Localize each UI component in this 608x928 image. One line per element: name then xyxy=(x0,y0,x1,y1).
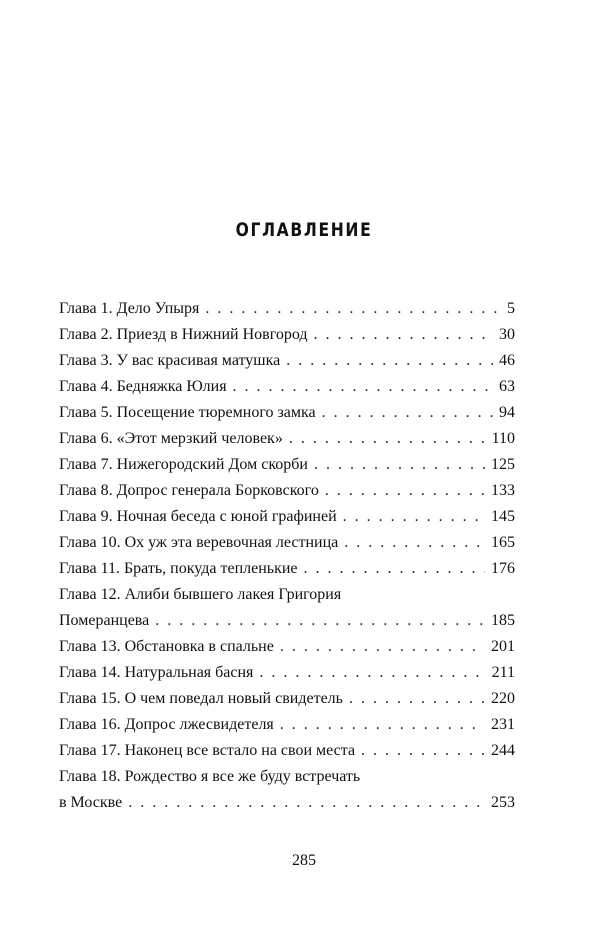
toc-entry-page: 145 xyxy=(491,508,515,525)
toc-title: ОГЛАВЛЕНИЕ xyxy=(235,219,373,241)
dot-leader xyxy=(128,790,485,816)
toc-entry xyxy=(59,608,515,634)
toc-entry xyxy=(59,374,515,400)
toc-entry-page: 185 xyxy=(491,612,515,629)
toc-entry-page: 110 xyxy=(491,430,515,447)
toc-entry-label: Глава 7. Нижегородский Дом скорби xyxy=(59,456,308,473)
dot-leader xyxy=(259,660,485,686)
toc-entry xyxy=(59,686,515,712)
toc-entry xyxy=(59,634,515,660)
toc-entry-page: 165 xyxy=(491,534,515,551)
toc-entry-label: Померанцева xyxy=(59,612,150,629)
toc-entry-label-line1: Глава 18. Рождество я все же буду встречать xyxy=(59,768,361,785)
toc-entry xyxy=(59,296,515,322)
toc-entry-page: 244 xyxy=(491,742,515,759)
dot-leader xyxy=(349,686,485,712)
toc-entry-label: Глава 16. Допрос лжесвидетеля xyxy=(59,716,274,733)
toc-entry xyxy=(59,426,515,452)
toc-entry-page: 125 xyxy=(491,456,515,473)
dot-leader xyxy=(344,530,485,556)
toc-entry xyxy=(59,348,515,374)
dot-leader xyxy=(155,608,485,634)
toc-entry-page: 63 xyxy=(499,378,515,395)
dot-leader xyxy=(361,738,485,764)
toc-entry xyxy=(59,738,515,764)
toc-entry xyxy=(59,504,515,530)
dot-leader xyxy=(314,452,485,478)
dot-leader xyxy=(314,322,493,348)
toc-entry-page: 231 xyxy=(491,716,515,733)
toc-entry-label: Глава 3. У вас красивая матушка xyxy=(59,352,281,369)
dot-leader xyxy=(304,556,485,582)
toc-entry-page: 220 xyxy=(491,690,515,707)
toc-entry-page: 201 xyxy=(491,638,515,655)
toc-entry-label: Глава 5. Посещение тюремного замка xyxy=(59,404,316,421)
dot-leader xyxy=(205,296,501,322)
dot-leader xyxy=(322,400,493,426)
toc-entry xyxy=(59,400,515,426)
dot-leader xyxy=(343,504,485,530)
dot-leader xyxy=(286,348,493,374)
toc-entry-label: в Москве xyxy=(59,794,123,811)
dot-leader xyxy=(289,426,486,452)
toc-entry-page: 46 xyxy=(499,352,515,369)
toc-entry-page: 30 xyxy=(499,326,515,343)
toc-entry-label: Глава 6. «Этот мерзкий человек» xyxy=(59,430,283,447)
toc-entry-label: Глава 2. Приезд в Нижний Новгород xyxy=(59,326,308,343)
toc-entry xyxy=(59,660,515,686)
toc-entry-first-line xyxy=(59,582,515,608)
toc-entry-label-line1: Глава 12. Алиби бывшего лакея Григория xyxy=(59,586,342,603)
toc-entry xyxy=(59,790,515,816)
table-of-contents xyxy=(59,296,515,816)
toc-entry-page: 133 xyxy=(491,482,515,499)
toc-entry xyxy=(59,530,515,556)
toc-entry-page: 211 xyxy=(491,664,515,681)
toc-entry-label: Глава 13. Обстановка в спальне xyxy=(59,638,274,655)
toc-entry-label: Глава 11. Брать, покуда тепленькие xyxy=(59,560,298,577)
dot-leader xyxy=(280,712,485,738)
toc-entry-page: 176 xyxy=(491,560,515,577)
toc-entry-first-line xyxy=(59,764,515,790)
toc-entry-label: Глава 9. Ночная беседа с юной графиней xyxy=(59,508,337,525)
toc-entry-label: Глава 14. Натуральная басня xyxy=(59,664,254,681)
page-number: 285 xyxy=(292,852,316,869)
toc-entry-label: Глава 17. Наконец все встало на свои места xyxy=(59,742,356,759)
toc-entry-label: Глава 1. Дело Упыря xyxy=(59,300,200,317)
toc-entry-page: 253 xyxy=(491,794,515,811)
toc-entry-label: Глава 15. О чем поведал новый свидетель xyxy=(59,690,343,707)
toc-entry xyxy=(59,322,515,348)
toc-entry-page: 94 xyxy=(499,404,515,421)
toc-entry-label: Глава 10. Ох уж эта веревочная лестница xyxy=(59,534,339,551)
toc-entry xyxy=(59,452,515,478)
toc-entry-label: Глава 4. Бедняжка Юлия xyxy=(59,378,227,395)
dot-leader xyxy=(233,374,493,400)
toc-entry-label: Глава 8. Допрос генерала Борковского xyxy=(59,482,319,499)
toc-entry-page: 5 xyxy=(507,300,515,317)
toc-entry xyxy=(59,478,515,504)
toc-entry xyxy=(59,556,515,582)
toc-entry xyxy=(59,712,515,738)
dot-leader xyxy=(280,634,485,660)
dot-leader xyxy=(325,478,485,504)
